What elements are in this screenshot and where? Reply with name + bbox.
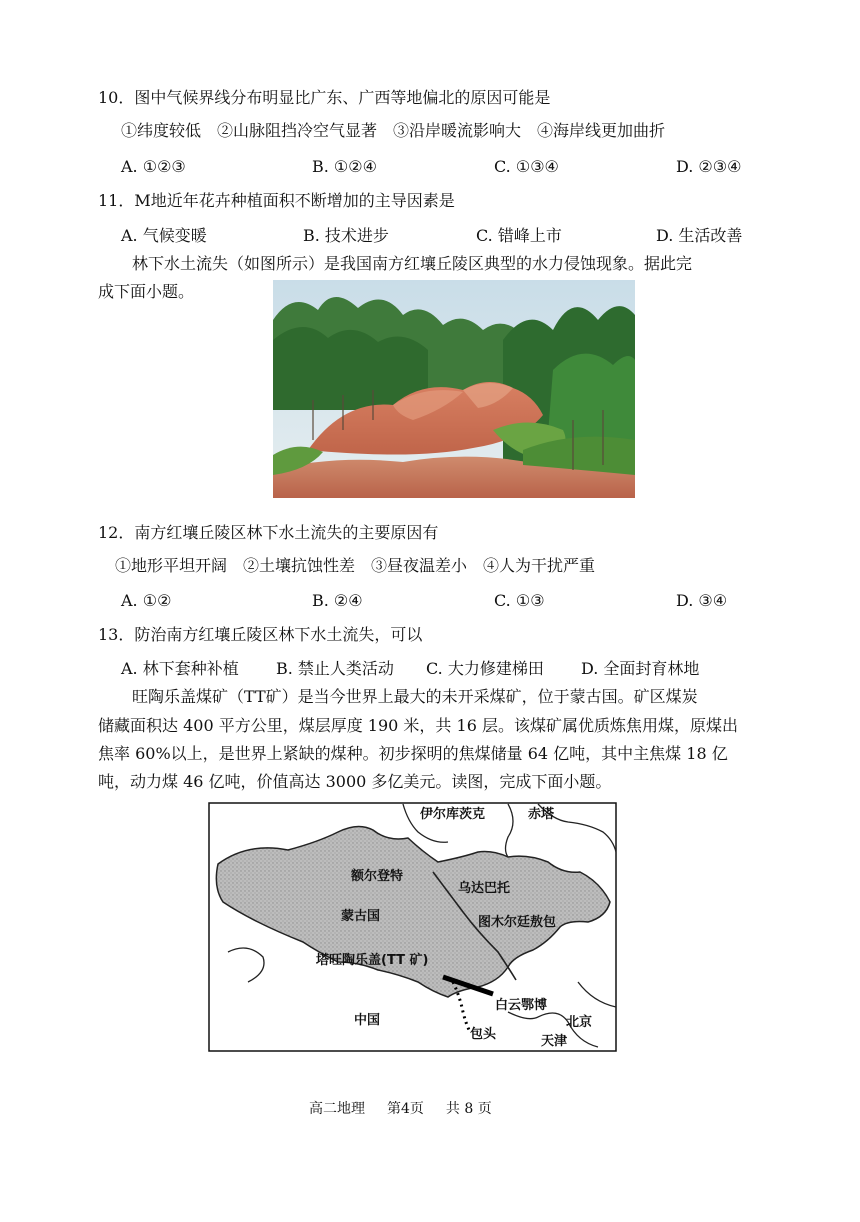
q13-option-b: B. 禁止人类活动: [276, 659, 394, 678]
q12-stem: 12．南方红壤丘陵区林下水土流失的主要原因有: [98, 523, 439, 542]
passage2-line3: 焦率 60%以上，是世界上紧缺的煤种。初步探明的焦煤储量 64 亿吨，其中主焦煤 18 亿: [98, 744, 728, 763]
label-erdenet: 额尔登特: [351, 869, 404, 884]
label-tianjin: 天津: [541, 1034, 568, 1049]
label-baiyun: 白云鄂博: [495, 998, 548, 1013]
q11-option-b: B. 技术进步: [303, 226, 389, 245]
q10-option-c: C. ①③④: [494, 157, 559, 176]
q10-choices: ①纬度较低 ②山脉阻挡冷空气显著 ③沿岸暖流影响大 ④海岸线更加曲折: [121, 121, 666, 140]
q13-option-d: D. 全面封育林地: [581, 659, 700, 678]
label-chita: 赤塔: [528, 807, 555, 822]
q12-choices: ①地形平坦开阔 ②土壤抗蚀性差 ③昼夜温差小 ④人为干扰严重: [115, 556, 596, 575]
label-baotou: 包头: [470, 1027, 497, 1042]
q11-option-a: A. 气候变暖: [121, 226, 207, 245]
q12-option-c: C. ①③: [494, 591, 545, 610]
label-yierkuci: 伊尔库茨克: [420, 807, 486, 822]
label-china: 中国: [354, 1013, 381, 1028]
page-footer: [309, 1100, 514, 1118]
q10-stem: 10．图中气候界线分布明显比广东、广西等地偏北的原因可能是: [98, 88, 551, 107]
footer-page: 第4页: [387, 1101, 424, 1117]
mongolia-map: [208, 802, 617, 1052]
q12-option-d: D. ③④: [676, 591, 728, 610]
footer-total: 共 8 页: [445, 1101, 492, 1117]
q12-option-a: A. ①②: [121, 591, 172, 610]
q12-option-b: B. ②④: [312, 591, 363, 610]
passage1-line1: 林下水土流失（如图所示）是我国南方红壤丘陵区典型的水力侵蚀现象。据此完: [132, 254, 693, 273]
label-tt-mine: 塔旺陶乐盖(TT 矿): [316, 953, 429, 968]
q11-option-c: C. 错峰上市: [476, 226, 562, 245]
passage2-line4: 吨，动力煤 46 亿吨，价值高达 3000 多亿美元。读图，完成下面小题。: [98, 772, 612, 791]
q11-option-d: D. 生活改善: [656, 226, 743, 245]
q10-option-b: B. ①②④: [312, 157, 377, 176]
passage2-line2: 储藏面积达 400 平方公里，煤层厚度 190 米，共 16 层。该煤矿属优质炼焦用煤，原煤出: [98, 716, 738, 735]
label-ulaanbaatar: 乌达巴托: [458, 881, 511, 896]
q11-stem: 11．M地近年花卉种植面积不断增加的主导因素是: [98, 191, 455, 210]
q10-option-d: D. ②③④: [676, 157, 742, 176]
q13-stem: 13．防治南方红壤丘陵区林下水土流失，可以: [98, 625, 423, 644]
q10-option-a: A. ①②③: [121, 157, 186, 176]
passage2-line1: 旺陶乐盖煤矿（TT矿）是当今世界上最大的未开采煤矿，位于蒙古国。矿区煤炭: [132, 687, 698, 706]
label-mongolia: 蒙古国: [341, 909, 381, 924]
q13-option-c: C. 大力修建梯田: [426, 659, 544, 678]
label-choibalsan: 图木尔廷敖包: [478, 915, 557, 930]
q13-option-a: A. 林下套种补植: [121, 659, 239, 678]
red-soil-erosion-photo: [273, 280, 635, 498]
footer-subject: 高二地理: [309, 1101, 365, 1117]
passage1-line2: 成下面小题。: [98, 282, 195, 301]
label-beijing: 北京: [566, 1015, 593, 1030]
